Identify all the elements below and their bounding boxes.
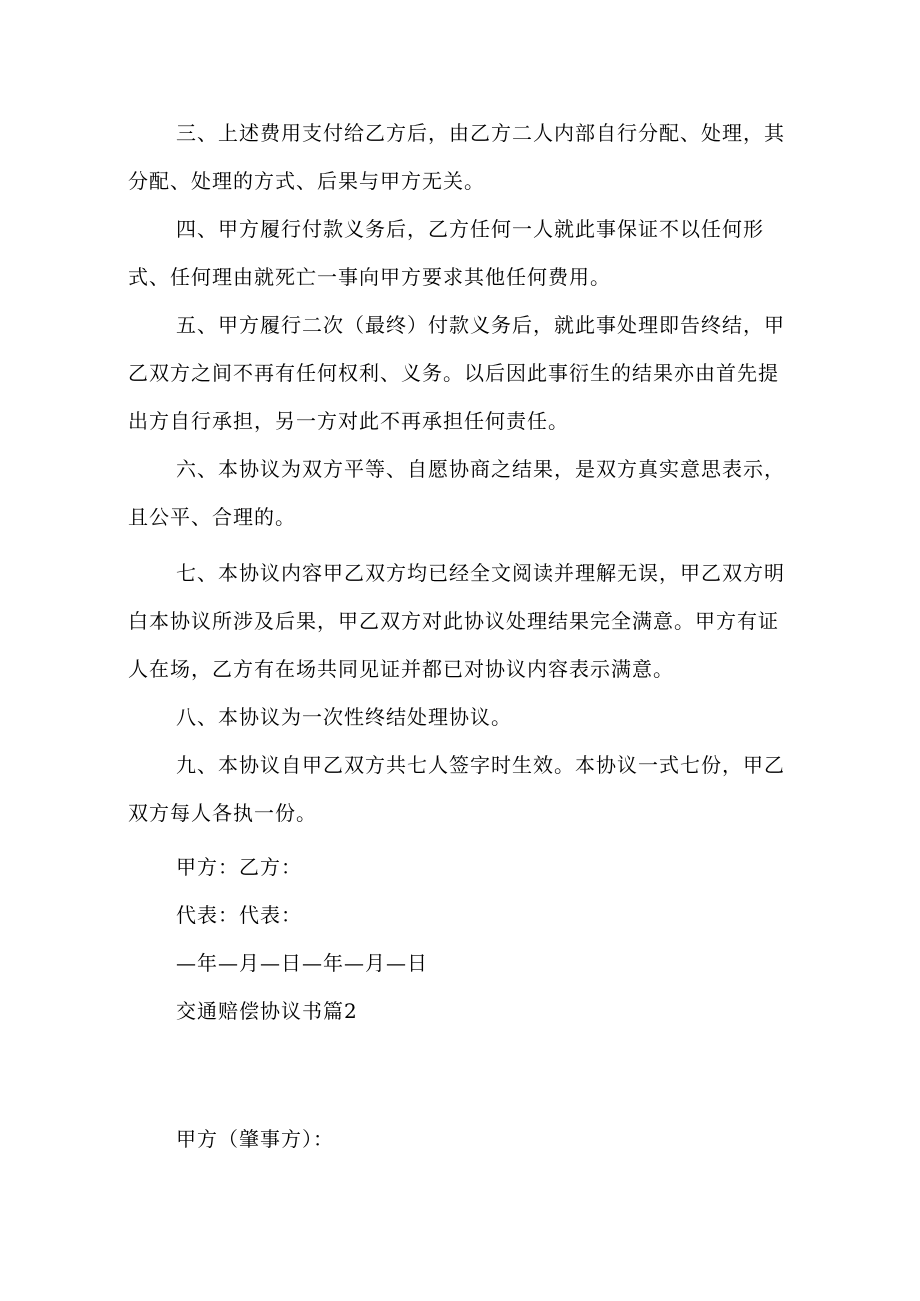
clause-5: 五、甲方履行二次（最终）付款义务后，就此事处理即告终结，甲乙双方之间不再有任何权利、义务。以后因此事衍生的结果亦由首先提出方自行承担，另一方对此不再承担任何责任。 xyxy=(128,313,785,433)
signature-representatives: 代表：代表： xyxy=(176,903,302,927)
clause-6: 六、本协议为双方平等、自愿协商之结果，是双方真实意思表示，且公平、合理的。 xyxy=(128,457,785,529)
party-a-label: 甲方（肇事方）： xyxy=(176,1127,334,1151)
signature-dates: —年—月—日—年—月—日 xyxy=(176,951,428,975)
clause-8: 八、本协议为一次性终结处理协议。 xyxy=(176,705,512,729)
clause-4: 四、甲方履行付款义务后，乙方任何一人就此事保证不以任何形式、任何理由就死亡一事向甲方要求其他任何费用。 xyxy=(128,217,764,289)
clause-7: 七、本协议内容甲乙双方均已经全文阅读并理解无误，甲乙双方明白本协议所涉及后果，甲乙双方对此协议处理结果完全满意。甲方有证人在场，乙方有在场共同见证并都已对协议内容表示满意。 xyxy=(128,561,785,681)
signature-parties: 甲方：乙方： xyxy=(176,855,302,879)
next-section-title: 交通赔偿协议书篇2 xyxy=(176,999,358,1023)
clause-9: 九、本协议自甲乙双方共七人签字时生效。本协议一式七份，甲乙双方每人各执一份。 xyxy=(128,753,785,825)
clause-3: 三、上述费用支付给乙方后，由乙方二人内部自行分配、处理，其分配、处理的方式、后果与甲方无关。 xyxy=(128,121,785,193)
